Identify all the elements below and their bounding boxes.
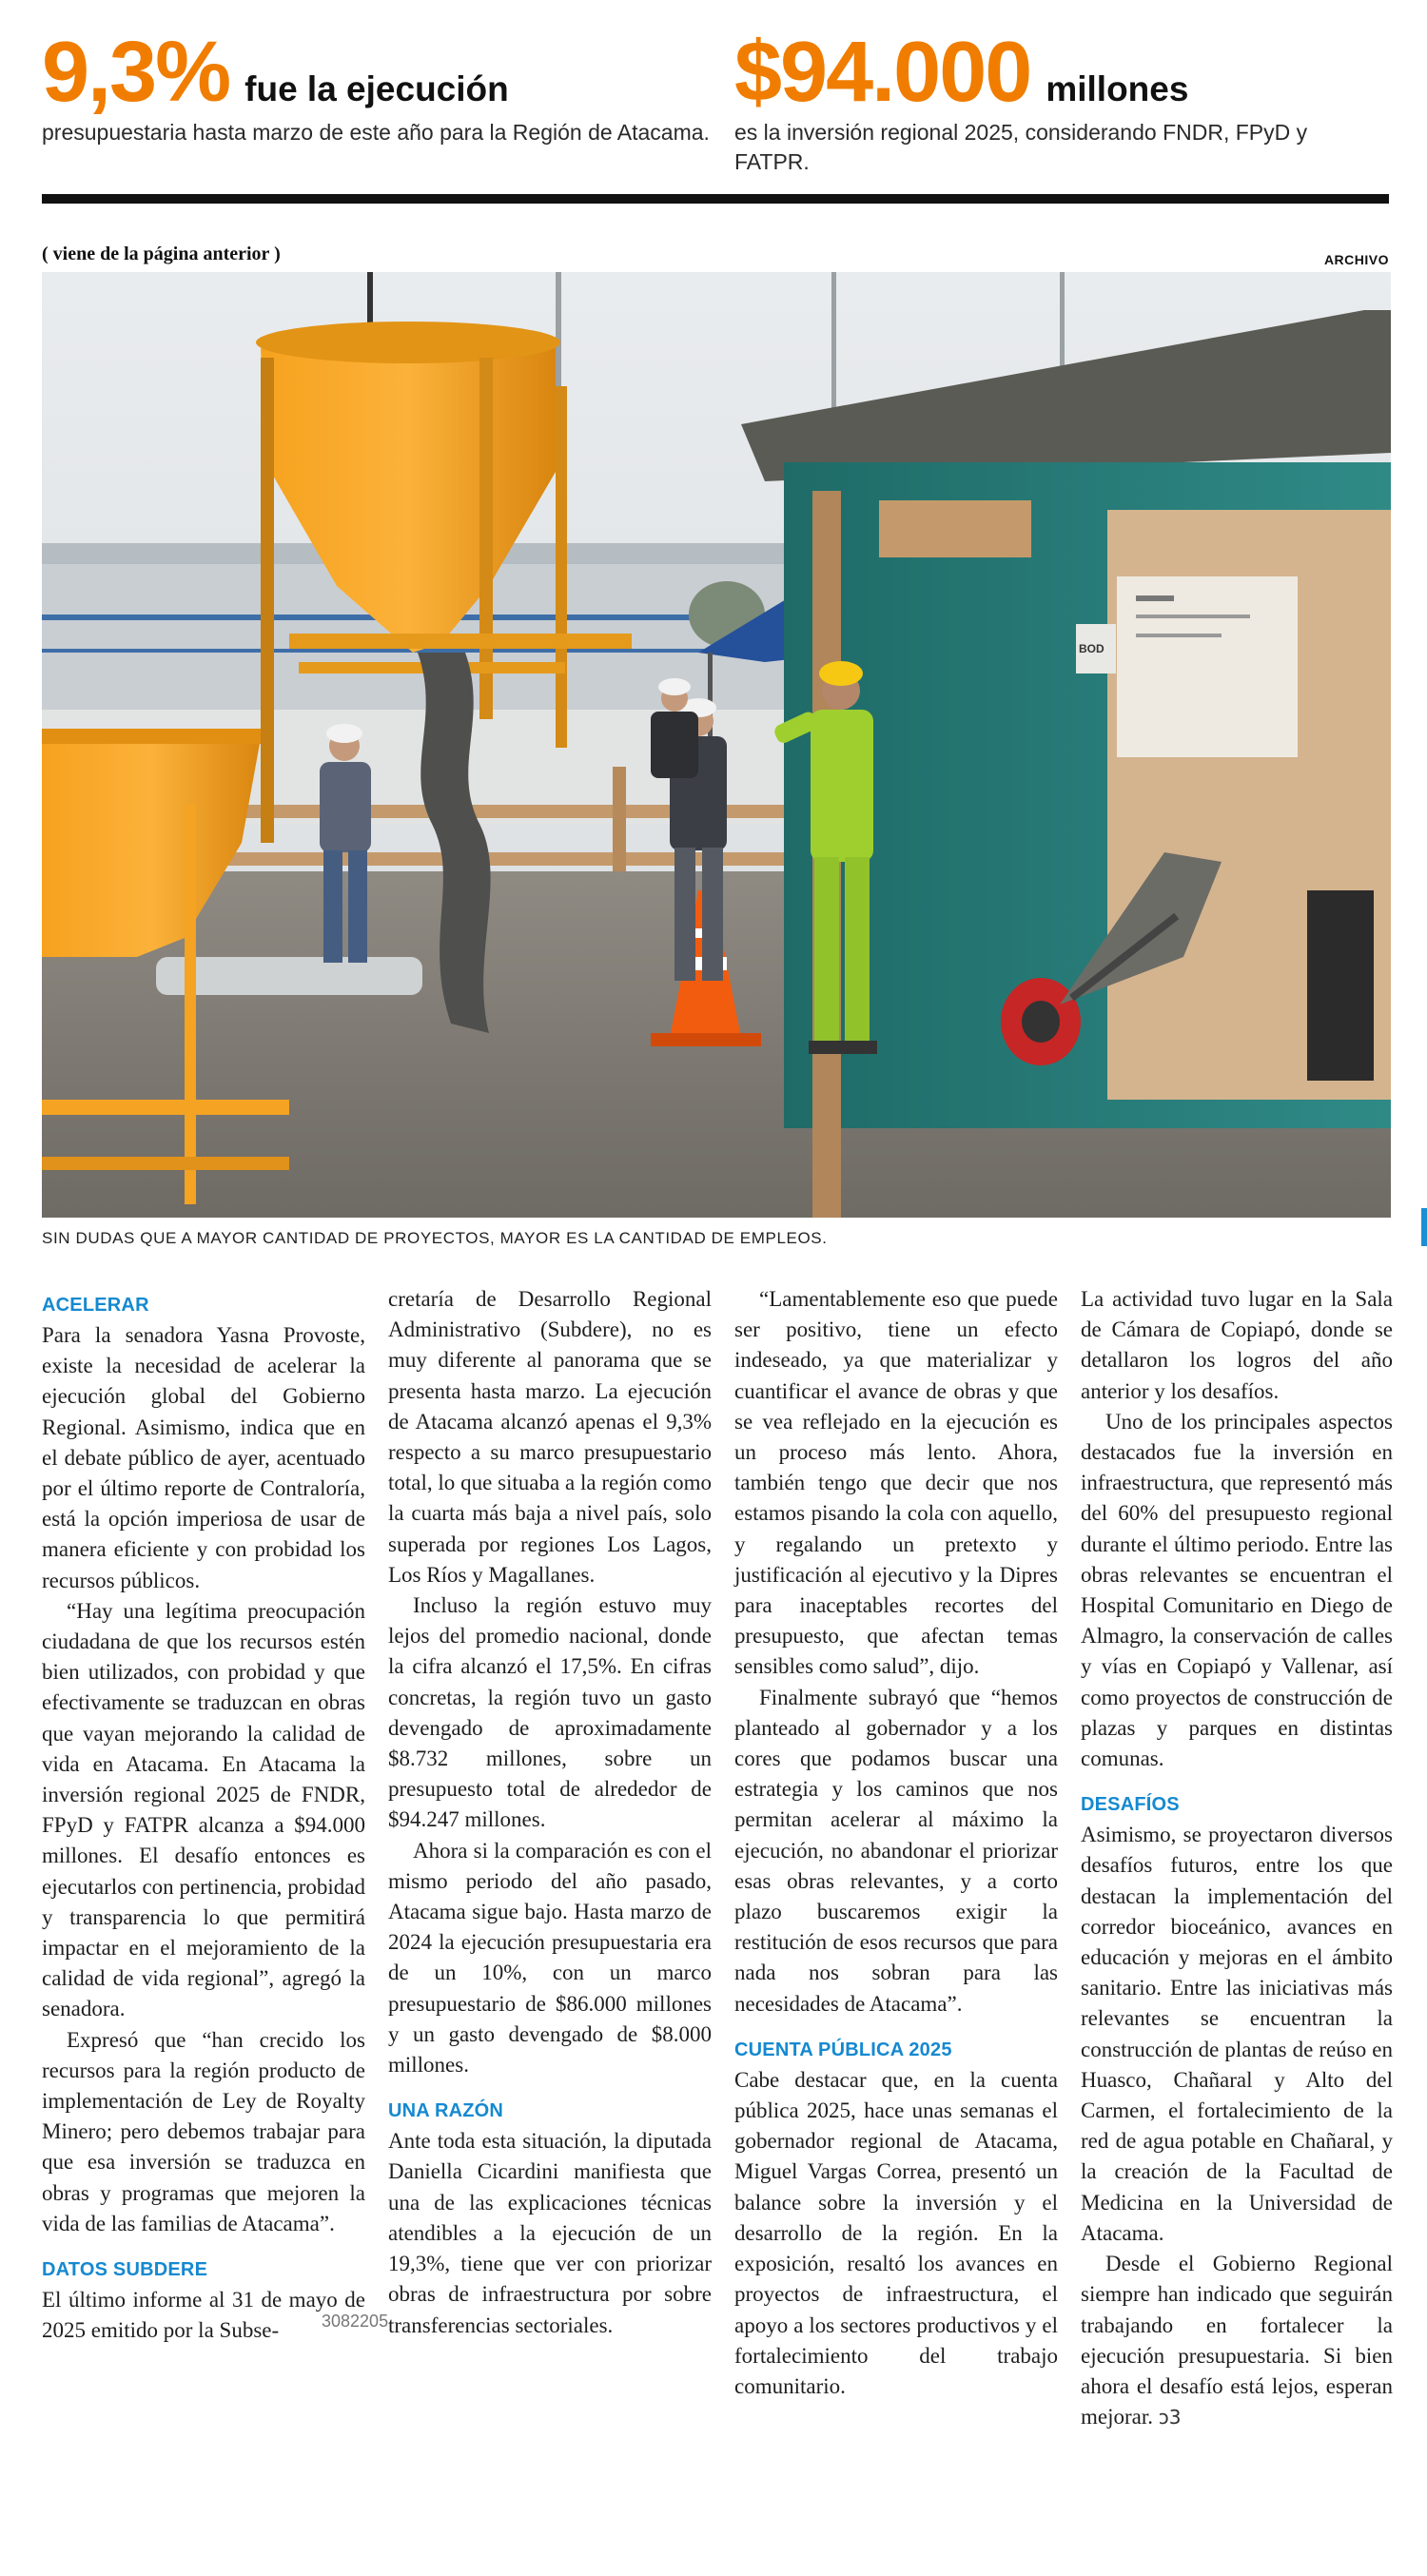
- paragraph: cretaría de Desarrollo Regional Administrativo (Subdere), no es muy diferente al panorama que se presenta hasta marzo. La ejecución de Atacama alcanzó apenas el 9,3% respecto a su marco presupuestario total, lo que situaba a la región como la cuarta más baja a nivel país, solo superada por regiones Los Lagos, Los Ríos y Magallanes.: [388, 1287, 712, 1587]
- photo-caption: SIN DUDAS QUE A MAYOR CANTIDAD DE PROYECTOS, MAYOR ES LA CANTIDAD DE EMPLEOS.: [42, 1229, 828, 1247]
- paragraph: El último informe al 31 de mayo de 2025 emitido por la Subse-: [42, 2288, 365, 2343]
- article-column-4: [1081, 1284, 1393, 2432]
- paragraph: Cabe destacar que, en la cuenta pública 2025, hace unas semanas el gobernador regional de Atacama, Miguel Vargas Correa, presentó un balance sobre la inversión y el desarrollo de la región. En la exposición, resaltó los avances en proyectos de infraestructura, el apoyo a los sectores productivos y el fortalecimiento del trabajo comunitario.: [734, 2067, 1058, 2398]
- subhead-desafios: DESAFÍOS: [1081, 1794, 1180, 1816]
- stat-investment-value: $94.000: [734, 25, 1031, 120]
- cabin-sign-text: BOD: [1079, 642, 1104, 655]
- article-column-3: [734, 1284, 1058, 2402]
- stat-investment: [734, 25, 1400, 177]
- subhead-acelerar: ACELERAR: [42, 1295, 149, 1316]
- end-of-article-icon: ↄ3: [1158, 2406, 1182, 2430]
- continued-note: ( viene de la página anterior ): [42, 244, 281, 264]
- article-column-1: [42, 1284, 365, 2347]
- stat-execution-lead: fue la ejecución: [244, 69, 509, 108]
- subhead-datos-subdere: DATOS SUBDERE: [42, 2259, 208, 2281]
- header-divider: [42, 194, 1389, 204]
- paragraph: Ante toda esta situación, la diputada Daniella Cicardini manifiesta que una de las explicaciones técnicas atendibles a la ejecución de un 19,3%, tiene que ver con priorizar obras de infraestructura por sobre transferencias sectoriales.: [388, 2129, 712, 2337]
- stat-investment-text: es la inversión regional 2025, considerando FNDR, FPyD y FATPR.: [734, 120, 1308, 174]
- paragraph-text: Desde el Gobierno Regional siempre han indicado que seguirán trabajando en fortalecer la ejecución presupuestaria. Si bien ahora el desafío está lejos, esperan mejorar.: [1081, 2252, 1393, 2430]
- stat-execution: [42, 25, 727, 147]
- page-edge-mark: [1421, 1208, 1427, 1246]
- stat-execution-value: 9,3%: [42, 25, 230, 120]
- paragraph: Ahora si la comparación es con el mismo periodo del año pasado, Atacama sigue bajo. Hasta marzo de 2024 la ejecución presupuestaria era de un 10%, con un marco presupuestario de $86.000 millones y un gasto devengado de $8.000 millones.: [388, 1838, 712, 2078]
- paragraph: “Hay una legítima preocupación ciudadana de que los recursos estén bien utilizados, con probidad y que efectivamente se traduzcan en obras que vayan mejorando la calidad de vida en Atacama. En Atacama la inversión regional 2025 de FNDR, FPyD y FATPR alcanza a $94.000 millones. El desafío entonces es ejecutarlos con pertinencia, probidad y transparencia lo que permitirá impactar en el mejoramiento de la calidad de vida regional”, agregó la senadora.: [42, 1598, 365, 2021]
- construction-photo: [42, 272, 1391, 1218]
- paragraph: Expresó que “han crecido los recursos para la región producto de implementación de Ley de Royalty Minero; pero debemos trabajar para que esa inversión se traduzca en obras y programas que mejoren la vida de las familias de Atacama”.: [42, 2027, 365, 2235]
- subhead-cuenta-publica: CUENTA PÚBLICA 2025: [734, 2039, 952, 2060]
- subhead-una-razon: UNA RAZÓN: [388, 2100, 504, 2122]
- stat-investment-lead: millones: [1046, 69, 1189, 108]
- print-code: 3082205: [322, 2312, 389, 2331]
- paragraph: Uno de los principales aspectos destacados fue la inversión en infraestructura, que representó más del 60% del presupuesto regional durante el último periodo. Entre las obras relevantes se encuentran el Hospital Comunitario en Diego de Almagro, la conservación de calles y vías en Copiapó y Vallenar, así como proyectos de construcción de plazas y parques en distintas comunas.: [1081, 1409, 1393, 1771]
- paragraph: Finalmente subrayó que “hemos planteado al gobernador y a los cores que podamos buscar una estrategia y los caminos que nos permitan acelerar al máximo la ejecución, no abandonar el priorizar esas obras relevantes, y a corto plazo buscaremos exigir la restitución de esos recursos que para nada nos sobran para las necesidades de Atacama”.: [734, 1685, 1058, 2016]
- article-column-2: [388, 1284, 712, 2341]
- paragraph: [1081, 2249, 1393, 2432]
- paragraph: Asimismo, se proyectaron diversos desafíos futuros, entre los que destacan la implementación del corredor bioceánico, avances en educación y mejoras en el ámbito sanitario. Entre las iniciativas más relevantes se encuentran la construcción de plantas de reúso en Huasco, Chañaral y Alto del Carmen, el fortalecimiento de la red de agua potable en Chañaral, y la creación de la Facultad de Medicina en la Universidad de Atacama.: [1081, 1823, 1393, 2245]
- stat-execution-text: presupuestaria hasta marzo de este año para la Región de Atacama.: [42, 120, 710, 145]
- paragraph: Para la senadora Yasna Provoste, existe la necesidad de acelerar la ejecución global del Gobierno Regional. Asimismo, indica que en el debate público de ayer, acentuado por el último reporte de Contraloría, está la opción imperiosa de usar de manera eficiente y con probidad los recursos públicos.: [42, 1323, 365, 1592]
- paragraph: Incluso la región estuvo muy lejos del promedio nacional, donde la cifra alcanzó el 17,5%. En cifras concretas, la región tuvo un gasto devengado de aproximadamente $8.732 millones, sobre un presupuesto total de alrededor de $94.247 millones.: [388, 1593, 712, 1832]
- paragraph: La actividad tuvo lugar en la Sala de Cámara de Copiapó, donde se detallaron los logros del año anterior y los desafíos.: [1081, 1287, 1393, 1403]
- paragraph: “Lamentablemente eso que puede ser positivo, tiene un efecto indeseado, ya que materializar y cuantificar el avance de obras y que se vea reflejado en la ejecución es un proceso más lento. Ahora, también tengo que decir que nos estamos pisando la cola con aquello, y regalando un pretexto y justificación al ejecutivo y la Dipres para inaceptables recortes del presupuesto, que afectan temas sensibles como salud”, dijo.: [734, 1287, 1058, 1679]
- photo-credit: ARCHIVO: [1323, 252, 1389, 267]
